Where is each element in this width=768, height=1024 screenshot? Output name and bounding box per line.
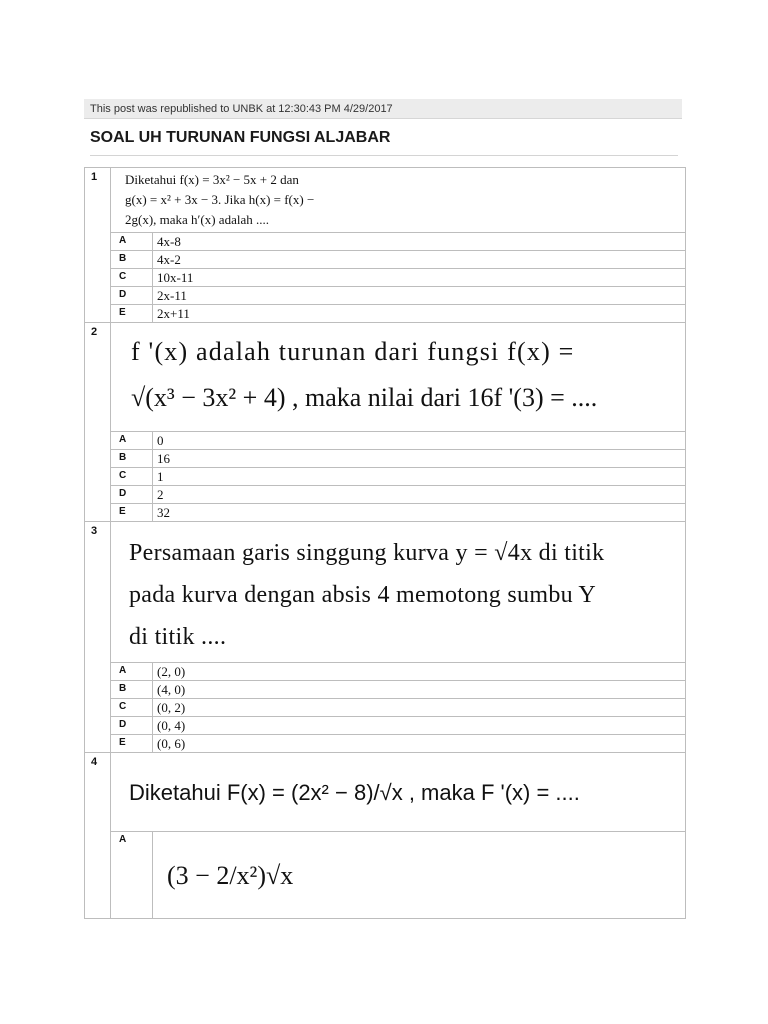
question-text-cell: [111, 168, 686, 233]
option-letter: C: [111, 269, 153, 287]
option-letter: E: [111, 735, 153, 753]
option-row: [85, 699, 686, 717]
option-value: (0, 2): [153, 699, 686, 717]
option-value: (3 − 2/x²)√x: [167, 860, 294, 890]
question-1-line-1: Diketahui f(x) = 3x² − 5x + 2 dan: [125, 172, 299, 187]
question-3-text: [111, 522, 685, 662]
option-letter: D: [111, 717, 153, 735]
option-letter: D: [111, 287, 153, 305]
question-table: [84, 167, 686, 919]
page-title: SOAL UH TURUNAN FUNGSI ALJABAR: [90, 129, 391, 146]
option-letter: C: [111, 468, 153, 486]
option-row: [85, 717, 686, 735]
option-letter: A: [111, 832, 153, 919]
option-value: (4, 0): [153, 681, 686, 699]
option-row: [85, 287, 686, 305]
option-value: 2x-11: [153, 287, 686, 305]
option-row: [85, 432, 686, 450]
question-row-4: [85, 753, 686, 832]
option-value-cell: [153, 832, 686, 919]
title-divider: [90, 155, 678, 156]
question-row-1: [85, 168, 686, 233]
question-row-3: [85, 522, 686, 663]
question-number: 3: [85, 522, 111, 753]
option-value: 4x-8: [153, 233, 686, 251]
question-3-line-1: Persamaan garis singgung kurva y = √4x di titik: [129, 540, 605, 566]
option-row: [85, 832, 686, 919]
option-value: (2, 0): [153, 663, 686, 681]
option-value: (0, 6): [153, 735, 686, 753]
option-value: 2: [153, 486, 686, 504]
option-value: 1: [153, 468, 686, 486]
option-row: [85, 468, 686, 486]
question-4-text: Diketahui F(x) = (2x² − 8)/√x , maka F '(x) = ....: [129, 780, 580, 805]
option-row: [85, 504, 686, 522]
option-row: [85, 251, 686, 269]
question-1-text: [111, 168, 381, 232]
option-letter: A: [111, 233, 153, 251]
option-row: [85, 305, 686, 323]
question-row-2: [85, 323, 686, 432]
option-row: [85, 233, 686, 251]
question-text-cell: [111, 323, 686, 432]
question-3-line-3: di titik ....: [129, 624, 227, 650]
option-letter: E: [111, 504, 153, 522]
option-value: 10x-11: [153, 269, 686, 287]
question-1-line-2: g(x) = x² + 3x − 3. Jika h(x) = f(x) −: [125, 192, 315, 207]
option-row: [85, 450, 686, 468]
option-letter: C: [111, 699, 153, 717]
question-2-line-2: √(x³ − 3x² + 4) , maka nilai dari 16f '(3) = ....: [131, 383, 598, 412]
option-letter: B: [111, 251, 153, 269]
question-number: 1: [85, 168, 111, 323]
option-value: 0: [153, 432, 686, 450]
option-letter: B: [111, 681, 153, 699]
option-row: [85, 681, 686, 699]
option-value: (0, 4): [153, 717, 686, 735]
question-text-cell: [111, 753, 686, 832]
option-value: 4x-2: [153, 251, 686, 269]
option-value: 2x+11: [153, 305, 686, 323]
option-row: [85, 486, 686, 504]
option-letter: A: [111, 432, 153, 450]
option-value: 32: [153, 504, 686, 522]
option-row: [85, 735, 686, 753]
question-text-cell: [111, 522, 686, 663]
republish-banner: This post was republished to UNBK at 12:30:43 PM 4/29/2017: [84, 99, 682, 119]
question-number: 4: [85, 753, 111, 919]
question-3-line-2: pada kurva dengan absis 4 memotong sumbu Y: [129, 582, 596, 608]
option-letter: A: [111, 663, 153, 681]
option-value: 16: [153, 450, 686, 468]
option-row: [85, 663, 686, 681]
option-letter: B: [111, 450, 153, 468]
option-letter: D: [111, 486, 153, 504]
question-2-line-1: f '(x) adalah turunan dari fungsi f(x) =: [131, 337, 575, 366]
question-1-line-3: 2g(x), maka h′(x) adalah ....: [125, 212, 269, 227]
question-number: 2: [85, 323, 111, 522]
option-row: [85, 269, 686, 287]
question-2-text: [111, 323, 685, 431]
option-letter: E: [111, 305, 153, 323]
